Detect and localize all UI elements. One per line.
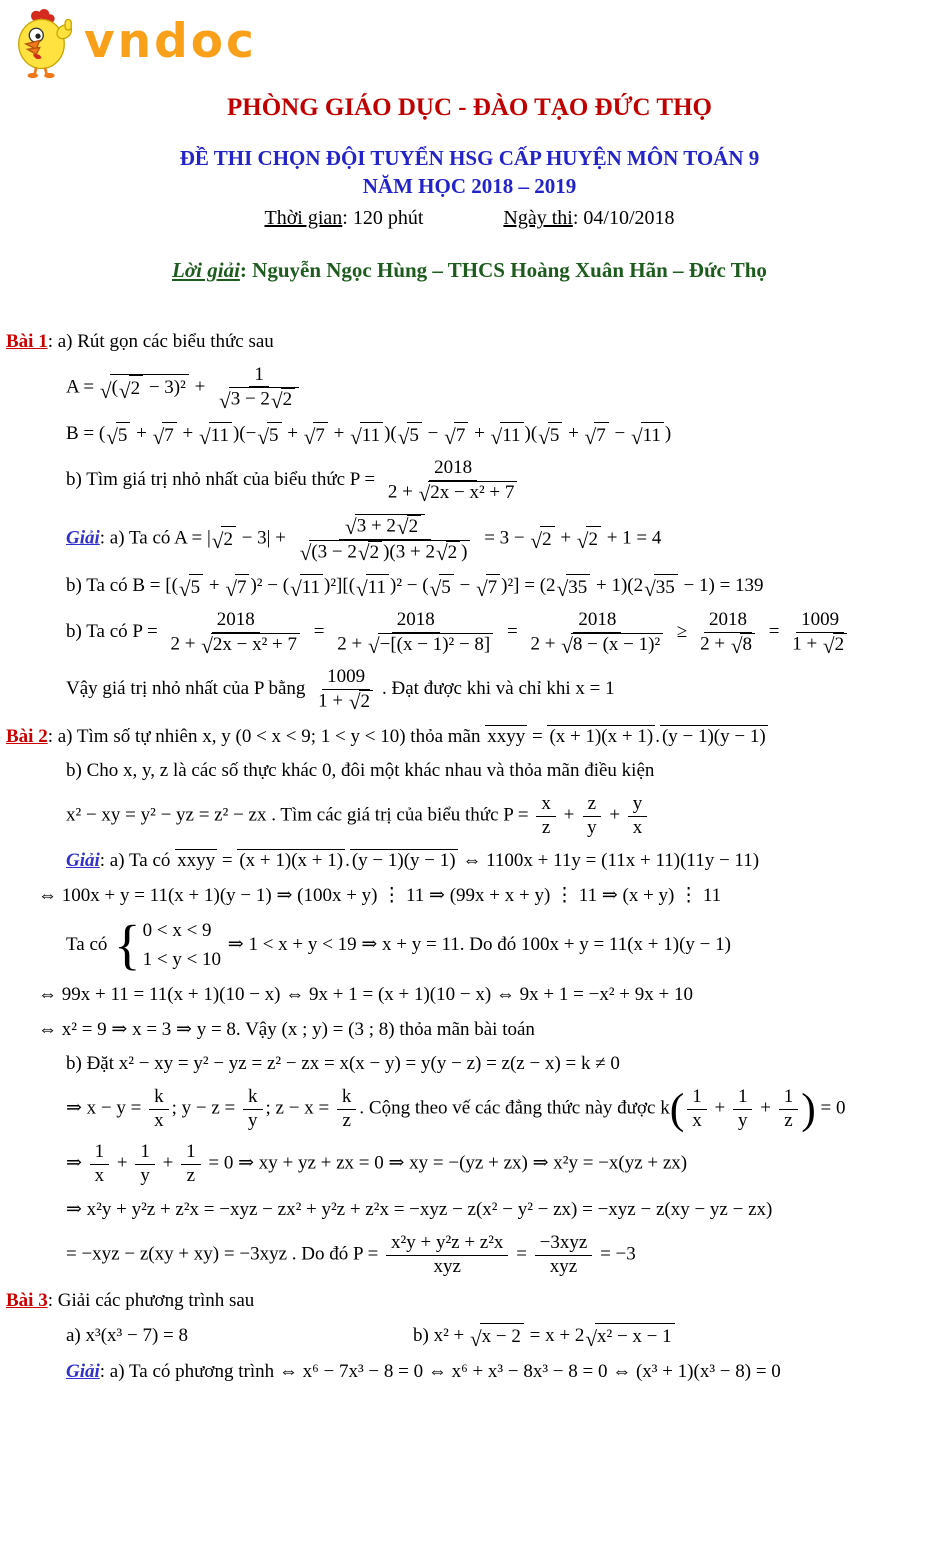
math-line: Bài 3: Giải các phương trình sau: [6, 1290, 255, 1312]
bai-1-section: [0, 329, 939, 714]
exam-info-row: [0, 207, 939, 230]
math-line: b) Ta có P = 2018 2 + √ 2x − x² + 7 = 2018 2 + √ −[(x − 1)² − 8] = 2018 2 + √ 8 − (x − 1)² ≥ 2018 2 + √ 8 = 1009 1 + √ 2: [66, 609, 939, 657]
exam-title: ĐỀ THI CHỌN ĐỘI TUYỂN HSG CẤP HUYỆN MÔN TOÁN 9: [179, 146, 760, 170]
vndoc-logo: [0, 0, 939, 80]
math-line: b) Ta có B = [( √ 5 + √ 7 )² − ( √ 11 )²][( √ 11 )² − ( √ 5 − √ 7 )²] = (2 √ 35 + 1)(2 √ 35 − 1) = 139: [66, 575, 764, 602]
math-line: Ta có { 0 < x < 9 1 < y < 10 ⇒ 1 < x + y < 19 ⇒ x + y = 11. Do đó 100x + y = 11(x + 1)(y − 1): [66, 913, 731, 975]
math-line: ⇔ 99x + 11 = 11(x + 1)(10 − x) ⇔ 9x + 1 = (x + 1)(10 − x) ⇔ 9x + 1 = −x² + 9x + 10: [38, 983, 693, 1005]
math-line: ⇔ x² = 9 ⇒ x = 3 ⇒ y = 8. Vậy (x ; y) = (3 ; 8) thỏa mãn bài toán: [38, 1018, 535, 1040]
math-line: b) Cho x, y, z là các số thực khác 0, đôi một khác nhau và thỏa mãn điều kiện: [66, 760, 655, 782]
math-line: Giải: a) Ta có xxyy = (x + 1)(x + 1) . (y − 1)(y − 1) ⇔ 1100x + 11y = (11x + 11)(11y − 11): [66, 850, 760, 872]
math-line: x² − xy = y² − yz = z² − zx . Tìm các giá trị của biểu thức P = $\frac{x}{z}$ + $\frac{z}{y}$ + $\frac{y}{x}$: [66, 793, 939, 840]
math-line: ⇒ x − y = $\frac{k}{x}$ ; y − z = $\frac{k}{y}$ ; z − x = $\frac{k}{z}$ . Cộng theo vế các đẳng thức này được k ( $\frac{1}{x}$ + $\frac{1}{y}$ + $\frac{1}{z}$ ) = 0: [66, 1084, 846, 1133]
math-line: b) Tìm giá trị nhỏ nhất của biểu thức P = 2018 2 + √ 2x − x² + 7: [66, 457, 939, 505]
math-line: ⇒ x²y + y²z + z²x = −xyz − zx² + y²z + z²x = −xyz − z(x² − y² − zx) = −xyz − z(xy − yz − zx): [66, 1199, 773, 1221]
math-line: B = ( √ 5 + √ 7 + √ 11 )(− √ 5 + √ 7 + √ 11 )( √ 5 − √ 7 + √ 11 )( √ 5 + √ 7 − √ 11 ): [66, 423, 672, 449]
math-line: Bài 1: a) Rút gọn các biểu thức sau: [6, 331, 274, 352]
math-line: = −xyz − z(xy + xy) = −3xyz . Do đó P = $\frac{\text{x²y + y²z + z²x}}{\text{xyz}}$ = $\frac{\text{−3xyz}}{\text{xyz}}$ = −3: [66, 1231, 636, 1277]
date-info: [503, 207, 674, 230]
bai-3-section: [0, 1288, 939, 1384]
math-line: Bài 2: a) Tìm số tự nhiên x, y (0 < x < 9; 1 < y < 10) thỏa mãn xxyy = (x + 1)(x + 1) . (y − 1)(y − 1): [6, 725, 766, 747]
solver-label: Lời giải: [172, 258, 240, 282]
date-label: Ngày thi: [503, 207, 573, 229]
time-info: [264, 207, 423, 230]
math-line: Giải: a) Ta có A = | √ 2 − 3| + √ 3 + 2 √ 2 √ (3 − 2 √ 2 )(3 + 2 √ 2 ) = 3 − √ 2 + √ 2 + 1 = 4: [66, 515, 662, 566]
vndoc-logo-text: vndoc: [84, 13, 257, 69]
school-year: NĂM HỌC 2018 – 2019: [362, 174, 577, 198]
time-value: : 120 phút: [342, 207, 424, 229]
math-line: b) Đặt x² − xy = y² − yz = z² − zx = x(x − y) = y(y − z) = z(z − x) = k ≠ 0: [66, 1053, 620, 1075]
solver-line: [0, 258, 939, 283]
math-line: Giải: a) Ta có phương trình ⇔ x⁶ − 7x³ − 8 = 0 ⇔ x⁶ + x³ − 8x³ − 8 = 0 ⇔ (x³ + 1)(x³ − 8) = 0: [66, 1360, 781, 1382]
department-title: PHÒNG GIÁO DỤC - ĐÀO TẠO ĐỨC THỌ: [227, 94, 712, 121]
math-line: A = √ ( √ 2 − 3)² + 1 √ 3 − 2 √ 2: [66, 364, 939, 413]
math-line: ⇔ 100x + y = 11(x + 1)(y − 1) ⇒ (100x + y) ⋮ 11 ⇒ (99x + x + y) ⋮ 11 ⇒ (x + y) ⋮ 11: [38, 885, 722, 907]
time-label: Thời gian: [264, 207, 343, 229]
bai-2-section: [0, 724, 939, 1279]
solver-text: : Nguyễn Ngọc Hùng – THCS Hoàng Xuân Hãn – Đức Thọ: [239, 258, 767, 282]
math-line: Vậy giá trị nhỏ nhất của P bằng 1009 1 + √ 2 . Đạt được khi và chỉ khi x = 1: [66, 665, 615, 715]
date-value: : 04/10/2018: [572, 207, 675, 229]
math-line: ⇒ $\frac{1}{x}$ + $\frac{1}{y}$ + $\frac{1}{z}$ = 0 ⇒ xy + yz + zx = 0 ⇒ xy = −(yz + zx) ⇒ x²y = −x(yz + zx): [66, 1141, 688, 1187]
math-line: a) x³(x³ − 7) = 8 b) x² + √ x − 2 = x + 2 √ x² − x − 1: [66, 1323, 939, 1350]
chicken-mascot-icon: [10, 9, 80, 79]
